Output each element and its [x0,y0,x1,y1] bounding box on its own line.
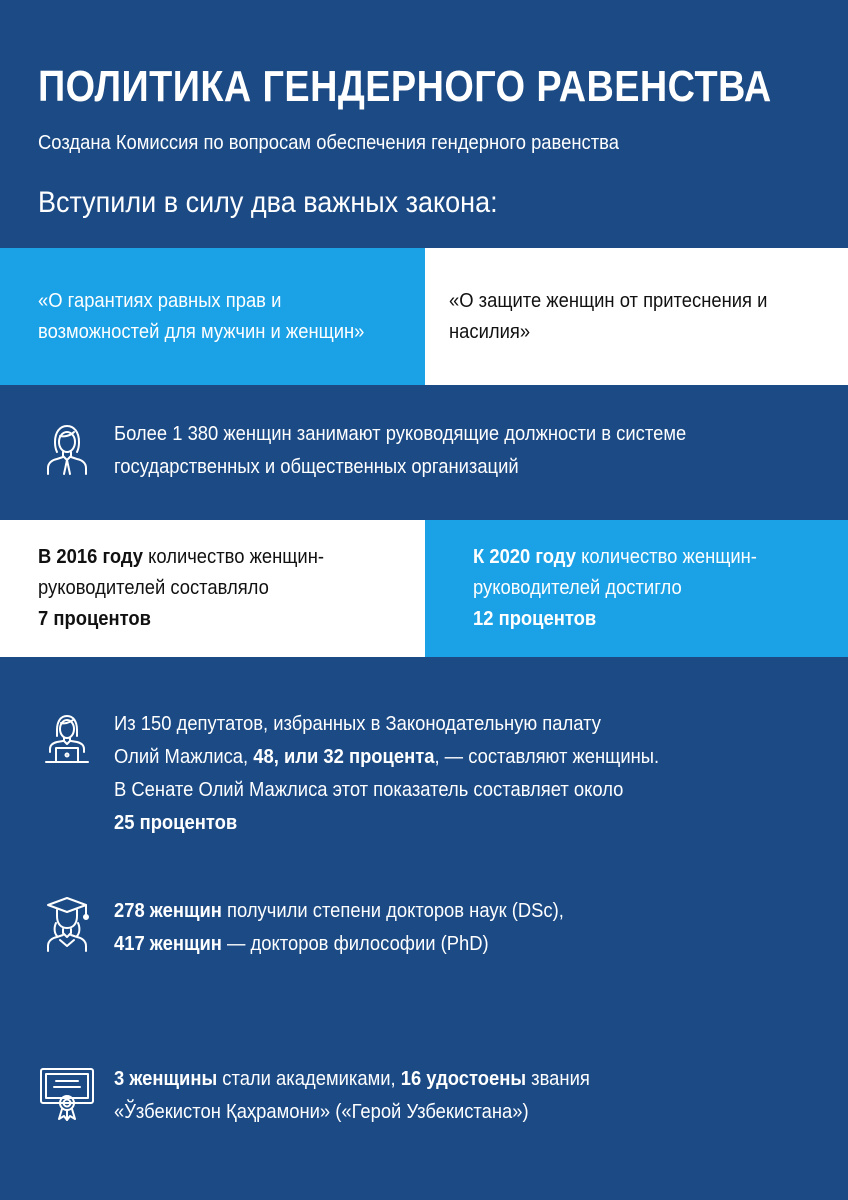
academics-line-1-text-1: стали академиками, [217,1068,401,1090]
stat-2020-year: К 2020 году [473,546,576,568]
dsc-count: 278 женщин [114,900,222,922]
stat-2020-value: 12 процентов [473,608,597,630]
woman-laptop-icon [38,708,96,766]
leaders-line-2: государственных и общественных организаций [114,456,519,478]
stat-2016-box [0,520,425,657]
stat-2016-line-3 [38,604,385,635]
leaders-row [38,418,848,484]
diploma-icon [38,1063,96,1121]
law-2-line-1: «О защите женщин от притеснения и [449,289,768,312]
stat-2020-text-2: руководителей достигло [473,577,682,599]
stat-2016-text-1: количество женщин- [143,546,324,568]
degrees-line-2 [114,928,813,961]
deputies-line-3: В Сенате Олий Мажлиса этот показатель составляет около [114,779,624,801]
academics-row [38,1063,848,1129]
deputies-line-2-pre: Олий Мажлиса, [114,746,254,768]
stat-2016-line-1 [38,542,385,573]
stat-2020-text-1: количество женщин- [575,546,757,568]
deputies-line-2 [114,741,813,774]
law-1-line-2: возможностей для мужчин и женщин» [38,320,365,343]
page-subtitle: Создана Комиссия по вопросам обеспечения гендерного равенства [38,132,619,154]
law-1-line-1: «О гарантиях равных прав и [38,289,282,312]
deputies-line-1: Из 150 депутатов, избранных в Законодательную палату [114,713,601,735]
deputies-percentage: 48, или 32 процента [253,746,435,768]
stat-2020-box [425,520,848,657]
law-equal-rights-box [0,248,425,385]
senate-percentage: 25 процентов [114,812,238,834]
heroes-count: 16 удостоены [400,1068,527,1090]
stat-2020-line-1 [473,542,809,573]
stat-2020-line-3 [473,604,809,635]
degrees-line-2-text: — докторов философии (PhD) [221,933,489,955]
phd-count: 417 женщин [114,933,222,955]
leaders-line-1: Более 1 380 женщин занимают руководящие должности в системе [114,423,687,445]
degrees-line-1 [114,895,813,928]
laws-heading: Вступили в силу два важных закона: [38,186,498,219]
woman-graduate-icon [38,895,96,953]
stat-2016-value: 7 процентов [38,608,151,630]
page-title: ПОЛИТИКА ГЕНДЕРНОГО РАВЕНСТВА [38,62,772,111]
stat-2016-year: В 2016 году [38,546,144,568]
stat-2016-text-2: руководителей составляло [38,577,269,599]
degrees-line-1-text: получили степени докторов наук (DSc), [221,900,564,922]
degrees-row [38,895,848,961]
woman-leader-icon [38,418,96,476]
law-2-line-2: насилия» [449,320,531,343]
law-protection-box [425,248,848,385]
academicians-count: 3 женщины [114,1068,218,1090]
deputies-line-2-post: , — составляют женщины. [434,746,660,768]
academics-line-2: «Ўзбекистон Қаҳрамони» («Герой Узбекистана») [114,1101,529,1123]
academics-line-1-text-2: звания [526,1068,590,1090]
deputies-row [38,708,848,840]
deputies-line-4 [114,807,813,840]
academics-line-1 [114,1063,813,1096]
